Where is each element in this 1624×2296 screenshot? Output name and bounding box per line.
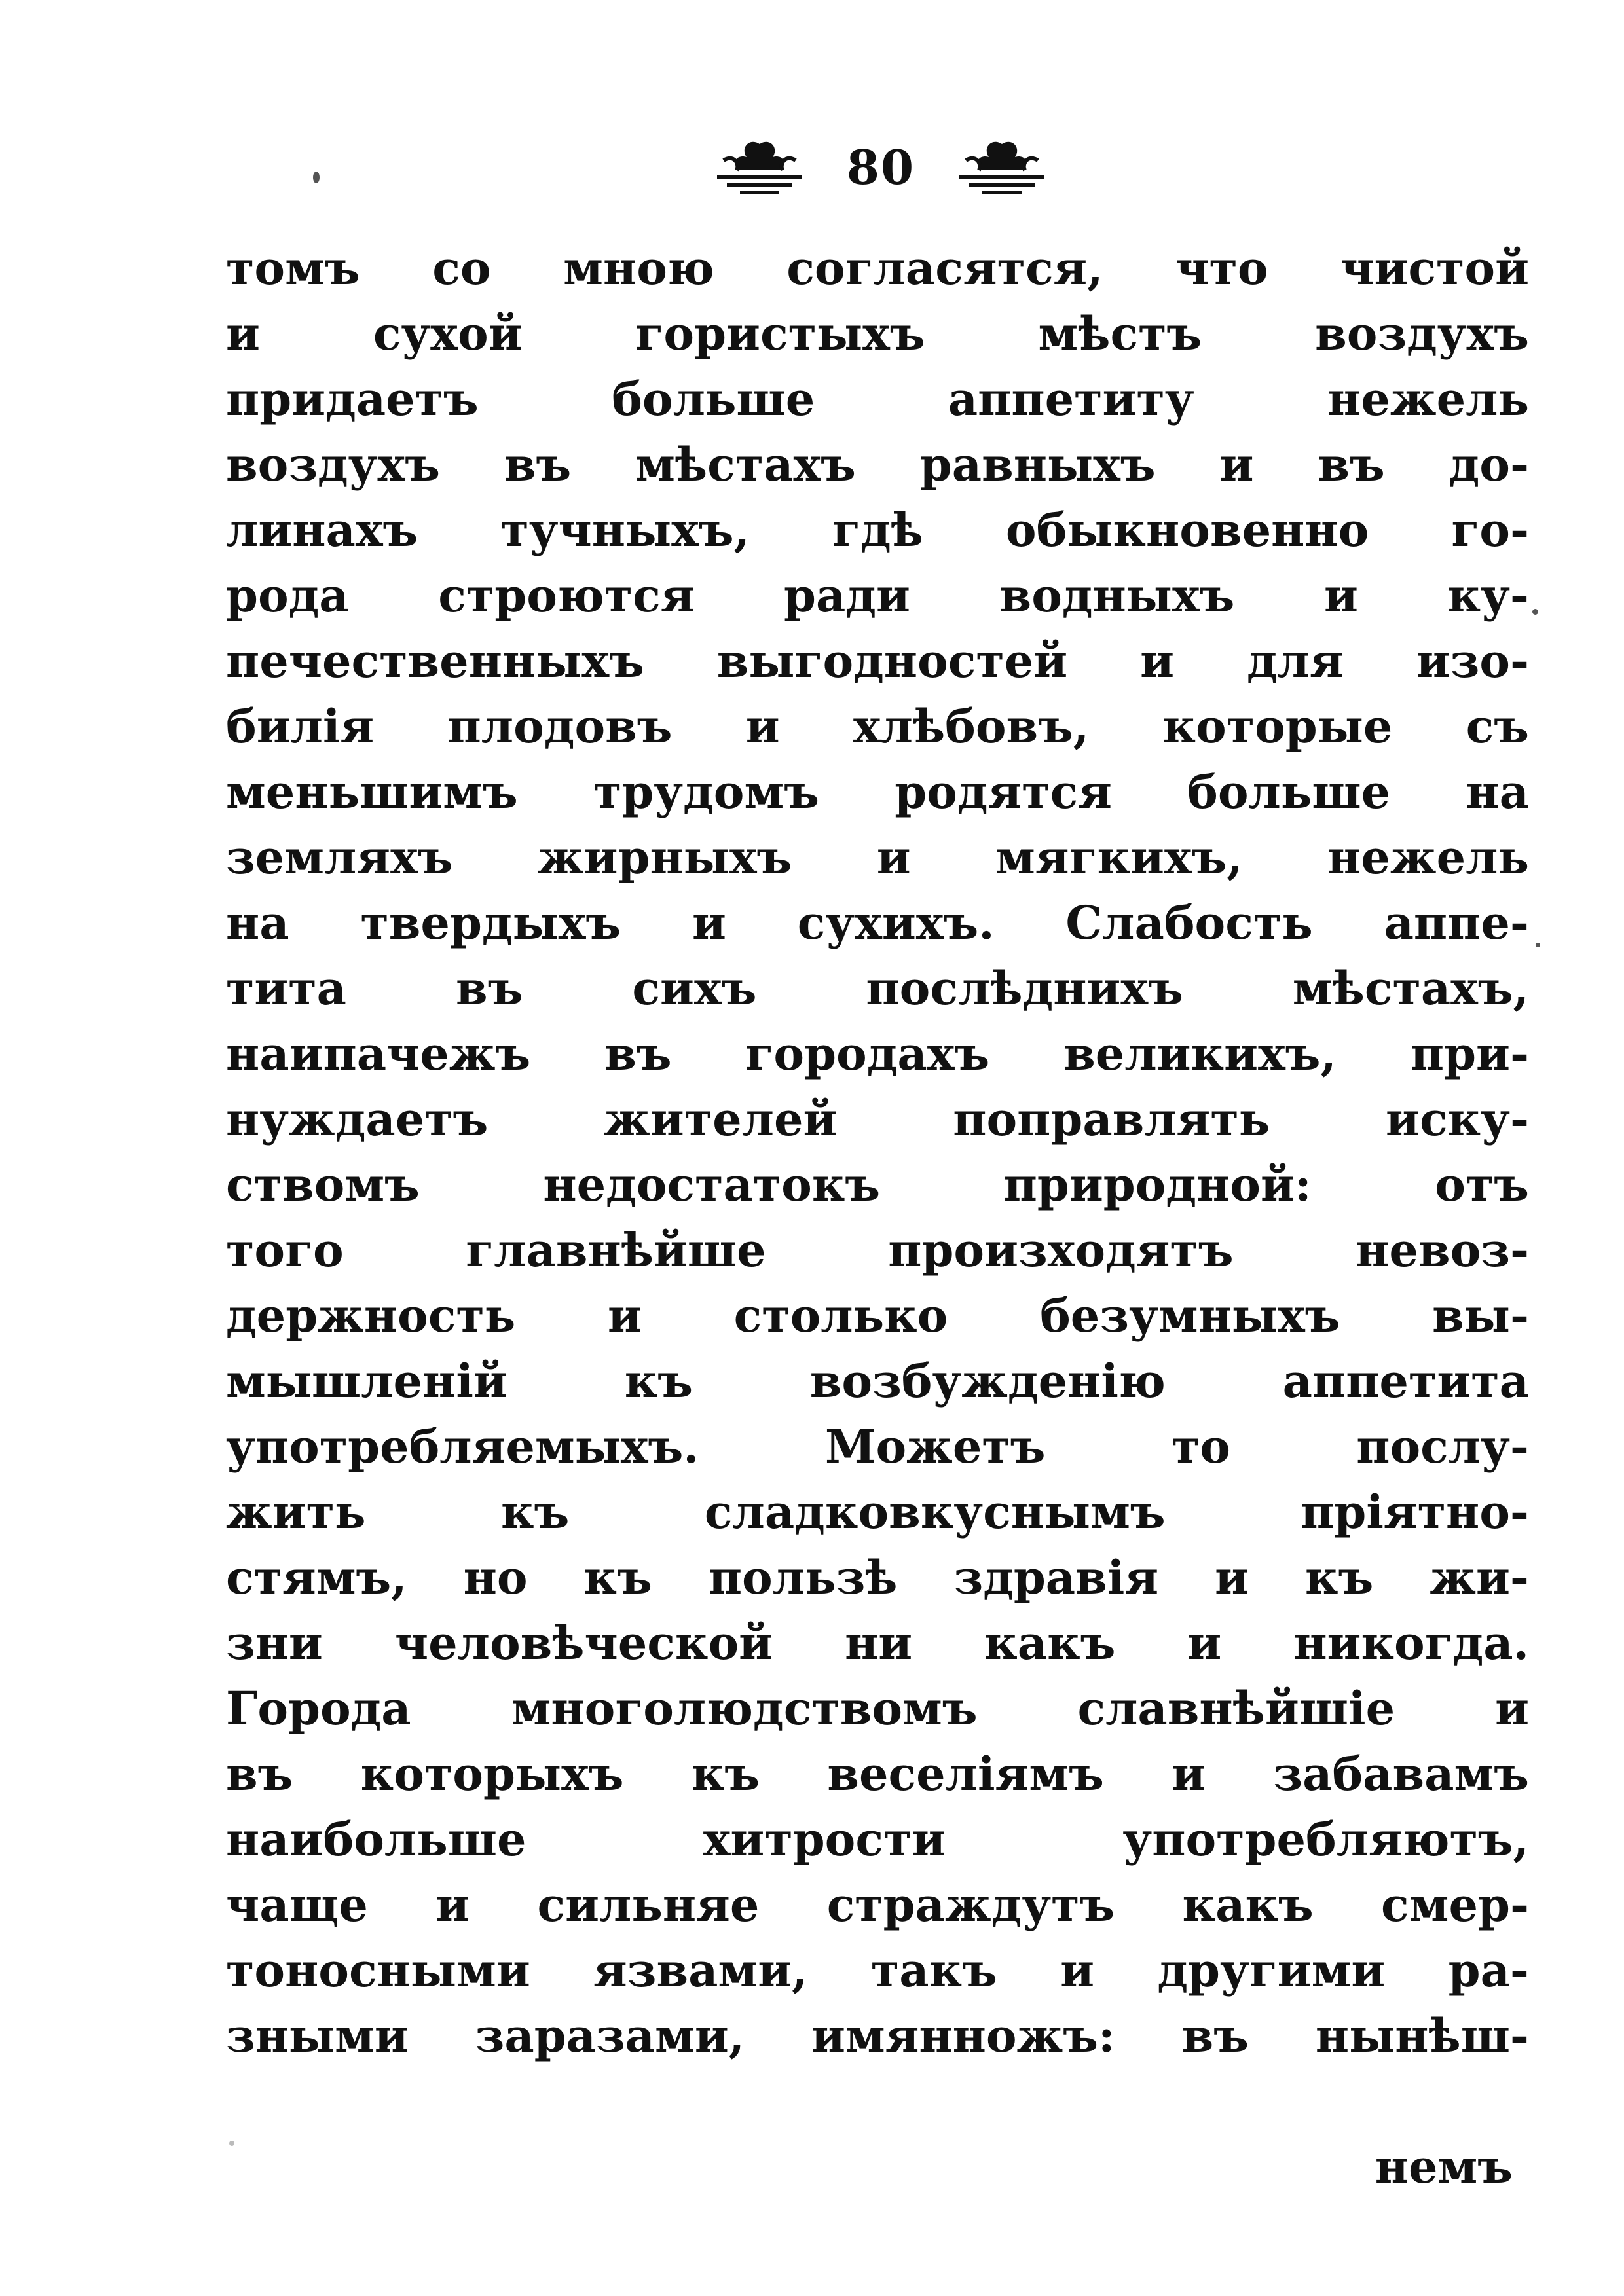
text-line: и сухой гористыхъ мѣстъ воздухъ [226, 306, 1529, 361]
page-number: 80 [846, 139, 915, 195]
floral-ornament-left-icon [710, 134, 809, 200]
text-line: томъ со мною согласятся, что чистой [226, 241, 1529, 295]
floral-ornament-right-icon [953, 134, 1051, 200]
text-line: линахъ тучныхъ, гдѣ обыкновенно го- [226, 503, 1529, 557]
text-line: придаетъ больше аппетиту нежель [226, 372, 1529, 426]
text-line: Города многолюдствомъ славнѣйшіе и [226, 1681, 1529, 1736]
catchword: немъ [1375, 2140, 1513, 2194]
text-line: употребляемыхъ. Можетъ то послу- [226, 1419, 1529, 1474]
text-line: наипачежъ въ городахъ великихъ, при- [226, 1027, 1529, 1081]
ink-speck [1536, 943, 1540, 947]
text-line: рода строются ради водныхъ и ку- [226, 568, 1529, 623]
text-line: того главнѣйше произходятъ невоз- [226, 1223, 1529, 1277]
text-line: земляхъ жирныхъ и мягкихъ, нежель [226, 830, 1529, 884]
text-line: жить къ сладковкуснымъ пріятно- [226, 1485, 1529, 1539]
text-line: держность и столько безумныхъ вы- [226, 1288, 1529, 1343]
text-line: ствомъ недостатокъ природной: отъ [226, 1157, 1529, 1212]
text-line: зни человѣческой ни какъ и никогда. [226, 1616, 1529, 1670]
ink-speck [313, 172, 320, 183]
page-header [710, 124, 1051, 210]
text-line: зными заразами, имянножъ: въ нынѣш- [226, 2009, 1529, 2063]
text-line: меньшимъ трудомъ родятся больше на [226, 765, 1529, 819]
text-line: билія плодовъ и хлѣбовъ, которые съ [226, 699, 1529, 754]
ink-speck [1532, 609, 1538, 615]
text-line: печественныхъ выгодностей и для изо- [226, 634, 1529, 688]
text-line: нуждаетъ жителей поправлять иску- [226, 1092, 1529, 1146]
text-line: на твердыхъ и сухихъ. Слабость аппе- [226, 896, 1529, 950]
text-line: стямъ, но къ пользѣ здравія и къ жи- [226, 1550, 1529, 1605]
text-line: тоносными язвами, такъ и другими ра- [226, 1943, 1529, 1997]
text-line: мышленій къ возбужденію аппетита [226, 1354, 1529, 1408]
text-line: чаще и сильняе страждутъ какъ смер- [226, 1878, 1529, 1932]
text-line: тита въ сихъ послѣднихъ мѣстахъ, [226, 961, 1529, 1015]
body-text [226, 236, 1529, 2069]
text-line: наибольше хитрости употребляютъ, [226, 1812, 1529, 1867]
text-line: въ которыхъ къ веселіямъ и забавамъ [226, 1747, 1529, 1801]
text-line: воздухъ въ мѣстахъ равныхъ и въ до- [226, 437, 1529, 492]
ink-speck [229, 2141, 234, 2146]
